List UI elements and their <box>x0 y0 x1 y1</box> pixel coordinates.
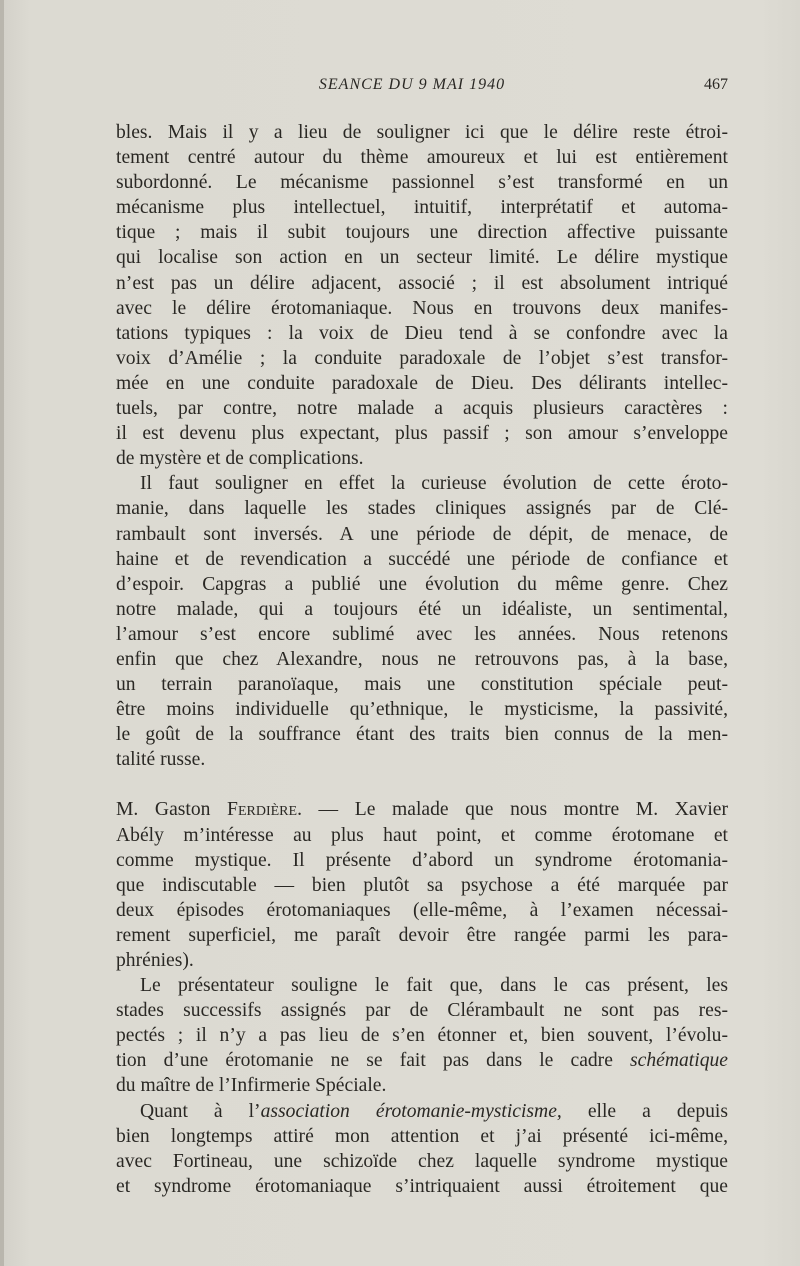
text-line: que indiscutable — bien plutôt sa psychose a été marquée par <box>116 874 728 896</box>
text-line: haine et de revendication a succédé une période de confiance et <box>116 548 728 570</box>
text-line: enfin que chez Alexandre, nous ne retrouvons pas, à la base, <box>116 648 728 670</box>
text-line <box>116 1048 728 1073</box>
line-text: tion d’une érotomanie ne se fait pas dans le cadre <box>116 1050 613 1072</box>
text-line: un terrain paranoïaque, mais une constitution spéciale peut- <box>116 674 728 696</box>
text-line: du maître de l’Infirmerie Spéciale. <box>116 1075 387 1097</box>
line-text: elle a depuis <box>587 1100 728 1122</box>
text-line: voix d’Amélie ; la conduite paradoxale de l’objet s’est transfor- <box>116 347 728 369</box>
text-line: avec Fortineau, une schizoïde chez laquelle syndrome mystique <box>116 1150 728 1172</box>
text-line: Le présentateur souligne le fait que, dans le cas présent, les <box>140 975 728 997</box>
text-line: stades successifs assignés par de Clérambault ne sont pas res- <box>116 1000 728 1022</box>
text-line: subordonné. Le mécanisme passionnel s’est transformé en un <box>116 172 728 194</box>
page-binding-edge <box>0 0 4 1266</box>
text-line: l’amour s’est encore sublimé avec les années. Nous retenons <box>116 623 728 645</box>
text-line: comme mystique. Il présente d’abord un syndrome érotomania- <box>116 849 728 871</box>
body-text <box>116 120 728 1199</box>
text-line: tations typiques : la voix de Dieu tend à se confondre avec la <box>116 322 728 344</box>
italic-term: schématique <box>630 1050 728 1072</box>
text-line: il est devenu plus expectant, plus passif ; son amour s’enveloppe <box>116 423 728 445</box>
text-line: qui localise son action en un secteur limité. Le délire mystique <box>116 247 728 269</box>
text-line: tique ; mais il subit toujours une direction affective puissante <box>116 222 728 244</box>
page-header <box>116 76 728 98</box>
text-line: phrénies). <box>116 950 194 971</box>
text-line: mée en une conduite paradoxale de Dieu. Des délirants intellec- <box>116 372 728 394</box>
text-line: bien longtemps attiré mon attention et j’ai présenté ici-même, <box>116 1125 728 1147</box>
text-line <box>116 1099 728 1124</box>
text-line: bles. Mais il y a lieu de souligner ici que le délire reste étroi- <box>116 122 728 143</box>
speaker-name: Ferdière <box>227 799 298 821</box>
text-line: d’espoir. Capgras a publié une évolution du même genre. Chez <box>116 573 728 595</box>
text-line: tuels, par contre, notre malade a acquis plusieurs caractères : <box>116 398 728 420</box>
text-line: et syndrome érotomaniaque s’intriquaient aussi étroitement que <box>116 1175 728 1197</box>
text-line <box>116 797 728 822</box>
running-title: SEANCE DU 9 MAI 1940 <box>318 76 506 93</box>
line-text: Quant à l’ <box>140 1100 261 1122</box>
text-line: pectés ; il n’y a pas lieu de s’en étonner et, bien souvent, l’évolu- <box>116 1025 728 1047</box>
speaker-intro: M. Gaston <box>116 799 211 821</box>
text-line: de mystère et de complications. <box>116 448 364 470</box>
text-line: rambault sont inversés. A une période de dépit, de menace, de <box>116 523 728 545</box>
text-line: deux épisodes érotomaniaques (elle-même, à l’examen nécessai- <box>116 899 728 921</box>
page-number: 467 <box>704 76 728 93</box>
paragraph-gap <box>116 772 728 797</box>
speaker-remark: . — Le malade que nous montre M. Xavier <box>297 799 729 821</box>
text-line: manie, dans laquelle les stades cliniques assignés par de Clé- <box>116 498 728 520</box>
text-line: avec le délire érotomaniaque. Nous en trouvons deux manifes- <box>116 297 728 319</box>
text-line: Abély m’intéresse au plus haut point, et comme érotomane et <box>116 824 728 846</box>
text-line: tement centré autour du thème amoureux et lui est entièrement <box>116 147 728 169</box>
text-line: talité russe. <box>116 749 206 771</box>
text-line: n’est pas un délire adjacent, associé ; il est absolument intriqué <box>116 272 728 294</box>
text-line: le goût de la souffrance étant des traits bien connus de la men- <box>116 724 728 746</box>
text-line: être moins individuelle qu’ethnique, le mysticisme, la passivité, <box>116 699 728 721</box>
italic-term: association érotomanie-mysticisme, <box>260 1100 562 1122</box>
text-line: mécanisme plus intellectuel, intuitif, interprétatif et automa- <box>116 197 728 219</box>
text-line: rement superficiel, me paraît devoir être rangée parmi les para- <box>116 924 728 946</box>
text-line: Il faut souligner en effet la curieuse évolution de cette éroto- <box>140 473 728 495</box>
text-line: notre malade, qui a toujours été un idéaliste, un sentimental, <box>116 598 728 620</box>
